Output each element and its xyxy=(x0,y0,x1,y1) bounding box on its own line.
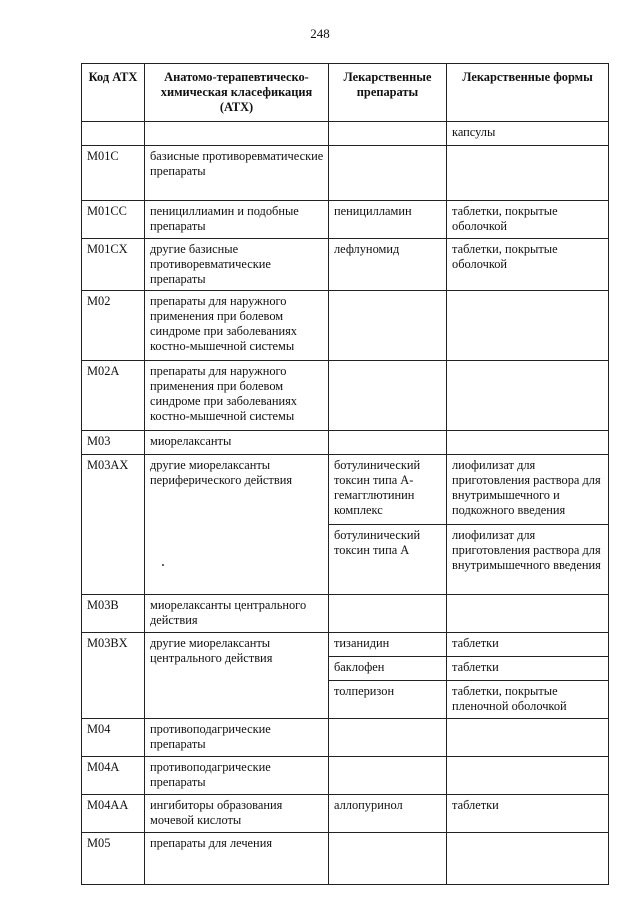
cell-code: M05 xyxy=(82,833,145,885)
cell-form xyxy=(447,719,609,757)
cell-form: таблетки xyxy=(447,657,609,681)
cell-form xyxy=(447,361,609,431)
cell-form xyxy=(447,757,609,795)
table-row xyxy=(82,795,609,833)
cell-code: M01CX xyxy=(82,239,145,291)
table-row xyxy=(82,122,609,146)
header-drugs: Лекарственные препараты xyxy=(329,64,447,122)
atc-table xyxy=(81,63,609,885)
cell-drug: ботулинический токсин типа А-гемагглютинин комплекс xyxy=(329,455,447,525)
table-row xyxy=(82,291,609,361)
table-row xyxy=(82,833,609,885)
cell-name: ингибиторы образования мочевой кислоты xyxy=(145,795,329,833)
cell-name: базисные противоревматические препараты xyxy=(145,146,329,201)
cell-name: другие миорелаксанты центрального действия xyxy=(145,633,329,719)
cell-drug xyxy=(329,595,447,633)
cell-form xyxy=(447,291,609,361)
cell-code: M03 xyxy=(82,431,145,455)
cell-drug xyxy=(329,122,447,146)
table-row xyxy=(82,239,609,291)
page-number: 248 xyxy=(310,26,330,41)
table-row xyxy=(82,361,609,431)
cell-name: миорелаксанты xyxy=(145,431,329,455)
table-row xyxy=(82,595,609,633)
header-row xyxy=(82,64,609,122)
cell-drug xyxy=(329,719,447,757)
cell-code: M03BX xyxy=(82,633,145,719)
cell-form: таблетки xyxy=(447,795,609,833)
cell-drug xyxy=(329,431,447,455)
scan-speck xyxy=(162,564,164,566)
table-row xyxy=(82,146,609,201)
table-row xyxy=(82,455,609,525)
cell-code: M04A xyxy=(82,757,145,795)
table-row xyxy=(82,719,609,757)
cell-drug: баклофен xyxy=(329,657,447,681)
cell-drug xyxy=(329,361,447,431)
cell-name: препараты для лечения xyxy=(145,833,329,885)
cell-form: таблетки xyxy=(447,633,609,657)
cell-code: M02 xyxy=(82,291,145,361)
cell-name: другие базисные противоревматические препараты xyxy=(145,239,329,291)
cell-form: таблетки, покрытые оболочкой xyxy=(447,201,609,239)
cell-name: препараты для наружного применения при болевом синдроме при заболеваниях костно-мышечной системы xyxy=(145,291,329,361)
cell-drug: тизанидин xyxy=(329,633,447,657)
cell-form xyxy=(447,146,609,201)
cell-drug: пеницилламин xyxy=(329,201,447,239)
cell-code: M04 xyxy=(82,719,145,757)
cell-drug xyxy=(329,291,447,361)
cell-form xyxy=(447,431,609,455)
cell-code: M02A xyxy=(82,361,145,431)
cell-drug: ботулинический токсин типа А xyxy=(329,525,447,595)
cell-code: M01C xyxy=(82,146,145,201)
cell-form: лиофилизат для приготовления раствора для внутримышечного введения xyxy=(447,525,609,595)
cell-drug xyxy=(329,833,447,885)
cell-code xyxy=(82,122,145,146)
cell-form xyxy=(447,595,609,633)
cell-form xyxy=(447,833,609,885)
header-classification: Анатомо-терапевтическо-химическая класефикация (АТХ) xyxy=(145,64,329,122)
table-row xyxy=(82,431,609,455)
cell-form: таблетки, покрытые пленочной оболочкой xyxy=(447,681,609,719)
cell-name: пенициллиамин и подобные препараты xyxy=(145,201,329,239)
cell-name: препараты для наружного применения при болевом синдроме при заболеваниях костно-мышечной системы xyxy=(145,361,329,431)
cell-code: M03AX xyxy=(82,455,145,595)
table-row xyxy=(82,201,609,239)
cell-name: другие миорелаксанты периферического действия xyxy=(145,455,329,595)
cell-name xyxy=(145,122,329,146)
cell-form: лиофилизат для приготовления раствора для внутримышечного и подкожного введения xyxy=(447,455,609,525)
cell-name: миорелаксанты центрального действия xyxy=(145,595,329,633)
cell-code: M04AA xyxy=(82,795,145,833)
cell-code: M01CC xyxy=(82,201,145,239)
cell-name: противоподагрические препараты xyxy=(145,757,329,795)
cell-drug: аллопуринол xyxy=(329,795,447,833)
cell-drug: лефлуномид xyxy=(329,239,447,291)
header-code: Код АТХ xyxy=(82,64,145,122)
cell-form: капсулы xyxy=(447,122,609,146)
cell-name: противоподагрические препараты xyxy=(145,719,329,757)
cell-drug xyxy=(329,757,447,795)
table-row xyxy=(82,633,609,657)
table-row xyxy=(82,757,609,795)
cell-drug xyxy=(329,146,447,201)
cell-form: таблетки, покрытые оболочкой xyxy=(447,239,609,291)
cell-drug: толперизон xyxy=(329,681,447,719)
cell-code: M03B xyxy=(82,595,145,633)
header-forms: Лекарственные формы xyxy=(447,64,609,122)
